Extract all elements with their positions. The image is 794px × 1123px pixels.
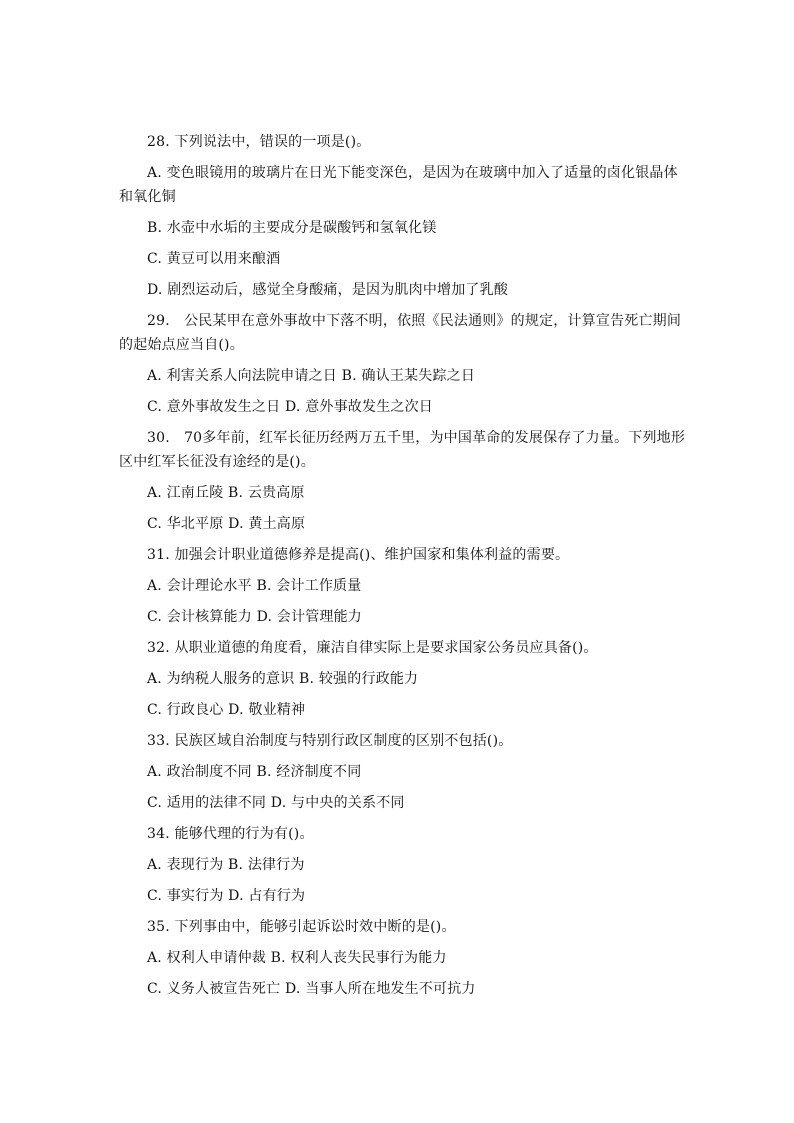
options-32-ab: A. 为纳税人服务的意识 B. 较强的行政能力 — [147, 671, 419, 687]
options-33-cd: C. 适用的法律不同 D. 与中央的关系不同 — [147, 795, 405, 811]
options-29-cd: C. 意外事故发生之日 D. 意外事故发生之次日 — [147, 399, 433, 415]
question-list — [119, 132, 686, 1010]
options-33-ab: A. 政治制度不同 B. 经济制度不同 — [147, 764, 362, 780]
options-31-ab: A. 会计理论水平 B. 会计工作质量 — [147, 578, 362, 594]
question-32: 32. 从职业道德的角度看，廉洁自律实际上是要求国家公务员应具备()。 — [147, 640, 598, 656]
options-30-ab: A. 江南丘陵 B. 云贵高原 — [147, 485, 305, 501]
options-32-cd: C. 行政良心 D. 敬业精神 — [147, 702, 306, 718]
options-34-cd: C. 事实行为 D. 占有行为 — [147, 888, 306, 904]
options-29-ab: A. 利害关系人向法院申请之日 B. 确认王某失踪之日 — [147, 368, 476, 384]
option-28-b: B. 水壶中水垢的主要成分是碳酸钙和氢氧化镁 — [147, 220, 437, 236]
options-30-cd: C. 华北平原 D. 黄土高原 — [147, 516, 306, 532]
option-28-a-cont: 和氧化铜 — [119, 189, 176, 205]
question-28: 28. 下列说法中，错误的一项是()。 — [147, 134, 371, 150]
question-30-cont: 区中红军长征没有途经的是()。 — [119, 454, 315, 470]
options-35-cd: C. 义务人被宣告死亡 D. 当事人所在地发生不可抗力 — [147, 981, 476, 997]
option-28-c: C. 黄豆可以用来酿酒 — [147, 251, 281, 267]
option-28-d: D. 剧烈运动后，感觉全身酸痛，是因为肌肉中增加了乳酸 — [147, 282, 509, 298]
options-34-ab: A. 表现行为 B. 法律行为 — [147, 857, 305, 873]
question-35: 35. 下列事由中，能够引起诉讼时效中断的是()。 — [147, 919, 456, 935]
options-35-ab: A. 权利人申请仲裁 B. 权利人丧失民事行为能力 — [147, 950, 447, 966]
options-31-cd: C. 会计核算能力 D. 会计管理能力 — [147, 609, 362, 625]
option-28-a: A. 变色眼镜用的玻璃片在日光下能变深色，是因为在玻璃中加入了适量的卤化银晶体 — [147, 165, 678, 181]
question-31: 31. 加强会计职业道德修养是提高()、维护国家和集体利益的需要。 — [147, 547, 570, 563]
question-33: 33. 民族区域自治制度与特别行政区制度的区别不包括()。 — [147, 733, 513, 749]
question-29: 29. 公民某甲在意外事故中下落不明，依照《民法通则》的规定，计算宣告死亡期间 — [147, 313, 682, 329]
question-29-cont: 的起始点应当自()。 — [119, 337, 244, 353]
question-30: 30. 70多年前，红军长征历经两万五千里，为中国革命的发展保存了力量。下列地形 — [147, 430, 686, 446]
question-34: 34. 能够代理的行为有()。 — [147, 826, 314, 842]
